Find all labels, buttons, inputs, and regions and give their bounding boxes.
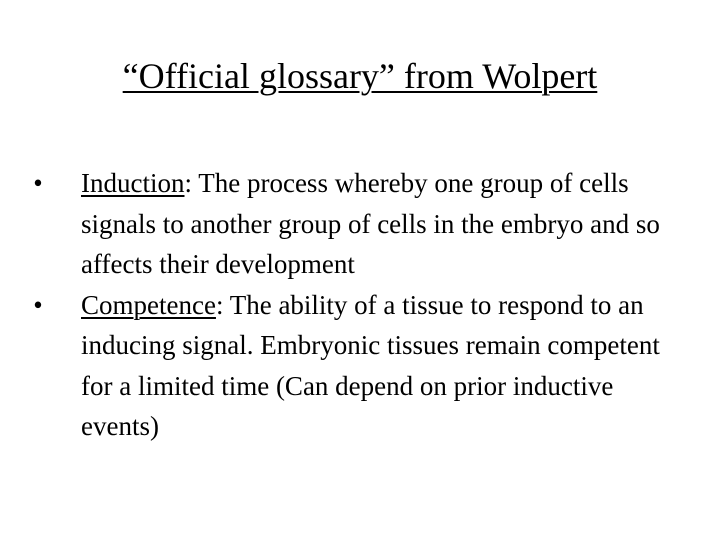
glossary-item-induction	[28, 163, 668, 285]
glossary-list	[28, 163, 668, 447]
slide-title-text: “Official glossary” from Wolpert	[122, 56, 598, 96]
bullet-icon: •	[33, 289, 43, 320]
bullet-icon: •	[33, 168, 43, 198]
glossary-term: Competence	[81, 289, 216, 320]
glossary-term: Induction	[81, 168, 185, 198]
glossary-item-competence	[28, 285, 668, 447]
glossary-definition: : The ability of a tissue to respond to an inducing signal. Embryonic tissues remain competent for a limited time (Can depend on prior inductive events)	[81, 289, 660, 441]
slide-title	[0, 54, 720, 98]
glossary-definition: : The process whereby one group of cells signals to another group of cells in the embryo and so affects their development	[81, 168, 660, 279]
